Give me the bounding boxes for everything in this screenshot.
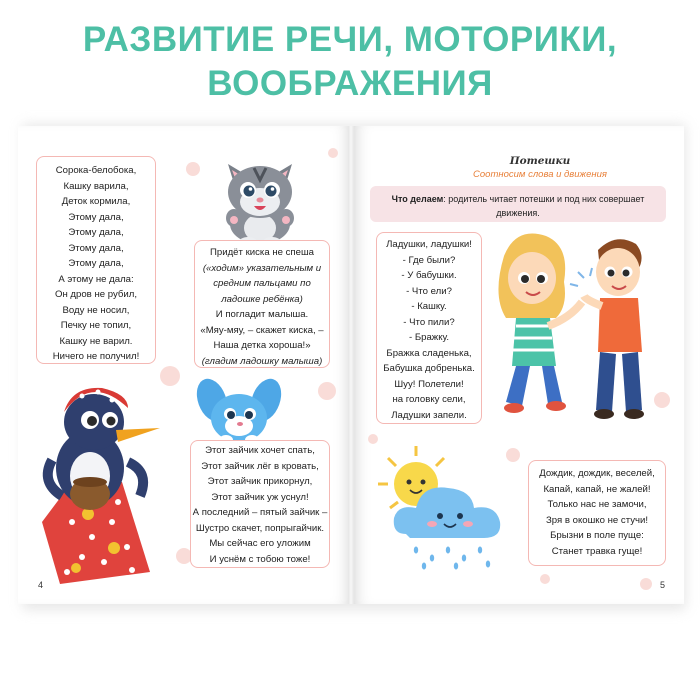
poem-line: Этому дала,: [68, 227, 124, 238]
poem-line: Придёт киска не спеша: [209, 247, 314, 258]
what-we-do-text: : родитель читает потешки и под них совершает движения.: [443, 194, 645, 218]
decor-dot: [318, 382, 336, 400]
children-clapping-illustration: [486, 226, 666, 422]
section-subtitle: Соотносим слова и движения: [473, 169, 607, 180]
poem-line: Шуу! Полетели!: [394, 378, 464, 390]
poem-line: Этот зайчик уж уснул!: [211, 491, 309, 503]
what-we-do-box: [370, 186, 666, 222]
poem-line: Дождик, дождик, веселей,: [539, 468, 655, 479]
page-number-left: 4: [38, 580, 44, 590]
poem-line: Шустро скачет, попрыгайчик.: [195, 522, 325, 534]
headline: [0, 18, 700, 106]
decor-dot: [540, 574, 550, 584]
cat-illustration: [214, 146, 306, 246]
poem-line: Капай, капай, не жалей!: [543, 483, 651, 495]
poem-line: А последний – пятый зайчик –: [192, 507, 328, 518]
poem-line: И уснём с тобою тоже!: [209, 553, 311, 565]
poem-line: Только нас не замочи,: [547, 499, 647, 510]
poem-line: Он дров не рубил,: [54, 289, 137, 300]
poem-line: Этот зайчик прикорнул,: [207, 476, 313, 487]
poem-line: - Кашку.: [411, 301, 447, 312]
poem-line: (гладим ладошку малыша): [201, 355, 323, 367]
magpie-illustration: [32, 372, 164, 594]
poem-line: - Что пили?: [403, 316, 455, 328]
poem-line: Бражка сладенька,: [386, 347, 472, 359]
headline-line-1: РАЗВИТИЕ РЕЧИ, МОТОРИКИ,: [82, 20, 618, 59]
poem-line: Деток кормила,: [61, 196, 131, 207]
poem-line: - Где были?: [402, 254, 456, 266]
poem-line: («ходим» указательным и: [202, 262, 322, 274]
poem-line: - Что ели?: [406, 285, 452, 297]
poem-line: Кашку не варил.: [59, 335, 133, 347]
decor-dot: [640, 578, 652, 590]
poem-line: Сорока-белобока,: [55, 165, 137, 176]
poem-line: Наша детка хороша!»: [213, 340, 311, 351]
poem-line: Ладушки, ладушки!: [386, 239, 472, 250]
poem-line: ладошке ребёнка): [221, 293, 303, 305]
poem-zaychik-box: [190, 440, 330, 568]
poem-line: Мы сейчас его уложим: [209, 538, 311, 549]
poem-line: Этому дала,: [68, 258, 124, 269]
poem-line: Зря в окошко не стучи!: [545, 514, 649, 526]
poem-ladushki-box: [376, 232, 482, 424]
bunny-illustration: [194, 374, 284, 444]
sun-cloud-rain-illustration: [376, 444, 520, 572]
poem-line: Этот зайчик лёг в кровать,: [201, 460, 319, 472]
headline-line-2: ВООБРАЖЕНИЯ: [207, 64, 493, 103]
poem-kiska-box: [194, 240, 330, 368]
poem-line: Ладушки запели.: [391, 409, 467, 421]
poem-line: Печку не топил,: [60, 320, 132, 331]
poem-line: - Бражку.: [408, 332, 450, 343]
poem-line: Брызни в поле пуще:: [550, 530, 644, 541]
decor-dot: [186, 162, 200, 176]
poem-line: средним пальцами по: [213, 278, 311, 289]
decor-dot: [368, 434, 378, 444]
poem-line: А этому не дала:: [58, 273, 134, 285]
poem-line: Этот зайчик хочет спать,: [205, 445, 315, 456]
poem-line: И погладит малыша.: [215, 309, 309, 320]
page-number-right: 5: [660, 580, 666, 590]
poem-dozhdik-box: [528, 460, 666, 566]
decor-dot: [328, 148, 338, 158]
poem-line: Этому дала,: [68, 211, 124, 223]
poem-line: Этому дала,: [68, 242, 124, 254]
poem-line: «Мяу-мяу, – скажет киска, –: [200, 324, 324, 336]
section-title: Потешки: [509, 155, 571, 167]
poem-line: Ничего не получил!: [52, 351, 140, 362]
poem-line: Воду не носил,: [62, 304, 130, 316]
poem-line: Станет травка гуще!: [551, 545, 643, 557]
poem-line: Бабушка добренька.: [383, 363, 475, 374]
what-we-do-label: Что делаем: [391, 194, 444, 204]
poem-soroka-box: [36, 156, 156, 364]
poem-line: - У бабушки.: [401, 270, 457, 281]
book-spine: [348, 126, 354, 604]
poem-line: Кашку варила,: [63, 180, 129, 192]
poem-line: на головку сели,: [392, 394, 466, 405]
